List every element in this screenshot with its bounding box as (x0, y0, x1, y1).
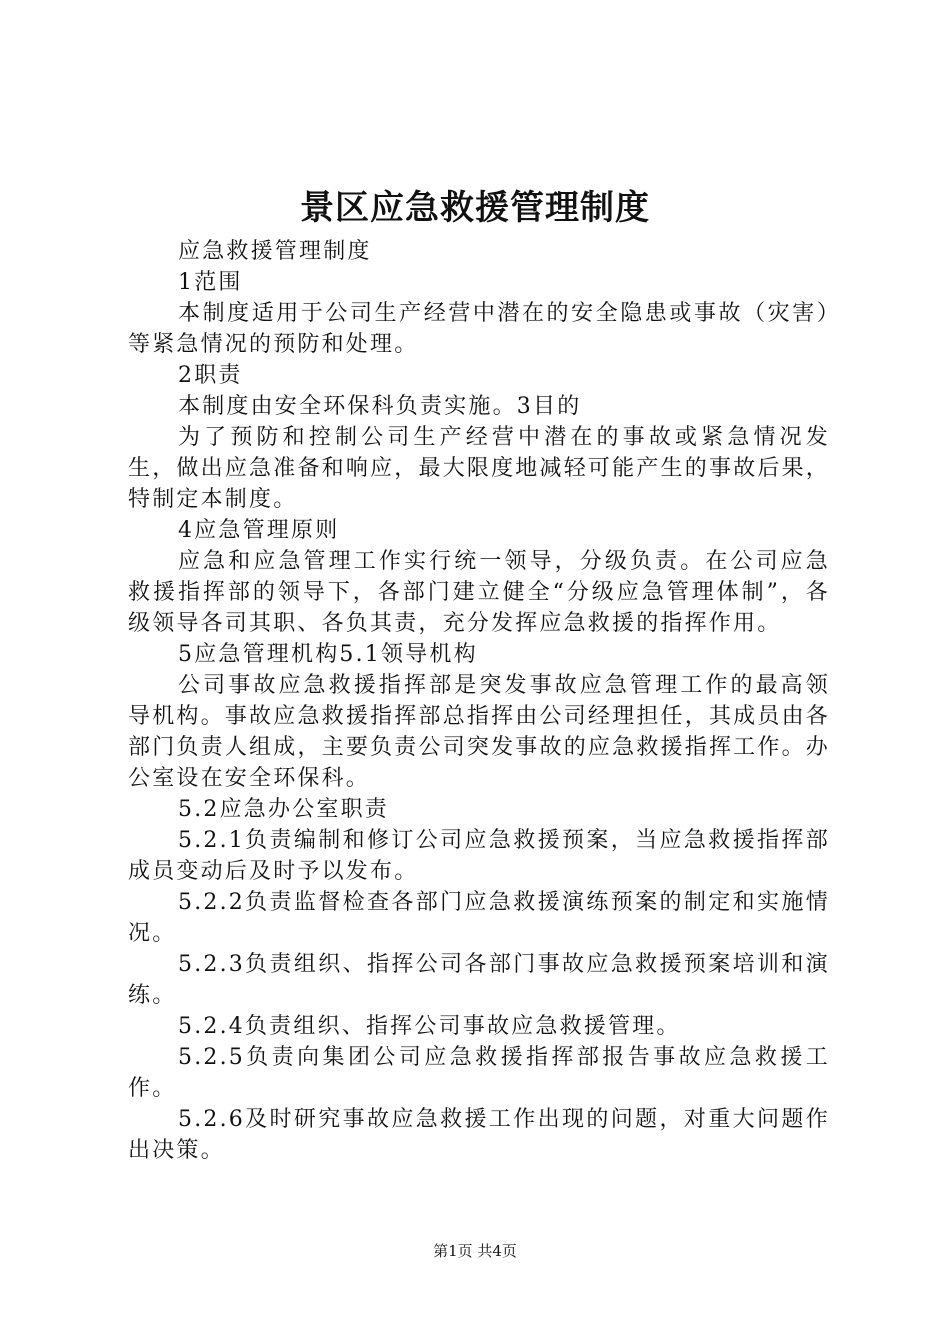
paragraph: 本制度适用于公司生产经营中潜在的安全隐患或事故（灾害）等紧急情况的预防和处理。 (128, 301, 830, 357)
section-heading: 4应急管理原则 (178, 518, 340, 543)
section-heading: 5应急管理机构5.1领导机构 (178, 642, 478, 667)
paragraph: 公司事故应急救援指挥部是突发事故应急管理工作的最高领导机构。事故应急救援指挥部总指挥由公司经理担任，其成员由各部门负责人组成，主要负责公司突发事故的应急救援指挥工作。办公室设在安全环保科。 (128, 673, 830, 791)
list-item: 5.2.4负责组织、指挥公司事故应急救援管理。 (178, 1014, 681, 1039)
paragraph: 本制度由安全环保科负责实施。3目的 (178, 394, 582, 419)
document-body (128, 236, 830, 1166)
page-footer: 第1页 共4页 (433, 1242, 517, 1260)
list-item: 5.2.1负责编制和修订公司应急救援预案，当应急救援指挥部成员变动后及时予以发布。 (128, 828, 830, 884)
paragraph: 应急救援管理制度 (178, 239, 372, 264)
list-item: 5.2.6及时研究事故应急救援工作出现的问题，对重大问题作出决策。 (128, 1107, 830, 1163)
section-heading: 1范围 (178, 270, 243, 295)
list-item: 5.2.2负责监督检查各部门应急救援演练预案的制定和实施情况。 (128, 890, 830, 946)
paragraph: 为了预防和控制公司生产经营中潜在的事故或紧急情况发生，做出应急准备和响应，最大限度地减轻可能产生的事故后果，特制定本制度。 (128, 425, 830, 512)
section-heading: 2职责 (178, 363, 243, 388)
document-title: 景区应急救援管理制度 (300, 188, 650, 228)
list-item: 5.2.5负责向集团公司应急救援指挥部报告事故应急救援工作。 (128, 1045, 830, 1101)
paragraph: 应急和应急管理工作实行统一领导，分级负责。在公司应急救援指挥部的领导下，各部门建立健全“分级应急管理体制”，各级领导各司其职、各负其责，充分发挥应急救援的指挥作用。 (128, 549, 830, 636)
section-heading: 5.2应急办公室职责 (178, 797, 389, 822)
list-item: 5.2.3负责组织、指挥公司各部门事故应急救援预案培训和演练。 (128, 952, 830, 1008)
